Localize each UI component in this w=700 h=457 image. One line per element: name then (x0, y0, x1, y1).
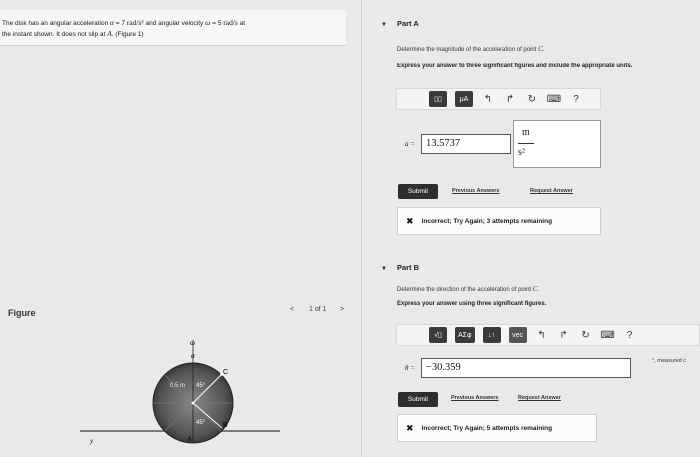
alpha-label: α (191, 352, 195, 360)
unit-fraction-bar (518, 143, 534, 144)
unit-numerator: m (522, 127, 530, 138)
problem-line-2: the instant shown. It does not slip at A. (Figure 1) (2, 29, 144, 38)
keyboard-icon[interactable]: ⌨ (546, 93, 562, 105)
y-axis-label: y (90, 437, 94, 445)
point-a-label: A (187, 435, 192, 443)
redo-icon[interactable]: ↱ (505, 93, 515, 105)
part-b-request-answer-link[interactable]: Request Answer (518, 395, 561, 401)
center-dot (192, 402, 195, 405)
part-b-previous-answers-link[interactable]: Previous Answers (451, 395, 499, 401)
problem-line-1: The disk has an angular acceleration α = 7 rad/s² and angular velocity ω = 5 rad/s at (2, 18, 246, 27)
help-icon[interactable]: ? (573, 93, 579, 105)
direction-input[interactable]: −30.359 (421, 358, 631, 378)
part-a-previous-answers-link[interactable]: Previous Answers (452, 188, 500, 194)
collapse-caret-icon[interactable]: ▼ (381, 266, 387, 272)
incorrect-icon: ✖ (406, 215, 414, 226)
part-a-instruction: Express your answer to three significant figures and include the appropriate units. (397, 63, 633, 69)
part-b-answer-row (405, 358, 631, 378)
omega-label: ω (190, 339, 195, 347)
figure-prev-button[interactable]: < (290, 306, 295, 313)
help-icon[interactable]: ? (626, 329, 633, 341)
keyboard-icon[interactable]: ⌨ (600, 329, 615, 341)
angle-45-upper: 45° (196, 383, 206, 389)
figure-page-indicator: 1 of 1 (309, 306, 327, 313)
part-b-instruction: Express your answer using three significant figures. (397, 301, 547, 307)
reset-icon[interactable]: ↻ (581, 329, 590, 341)
part-b-toolbar (396, 324, 700, 346)
part-b-feedback (397, 414, 597, 442)
redo-icon[interactable]: ↱ (559, 329, 568, 341)
unit-denominator: s² (518, 147, 525, 158)
part-a-header[interactable] (381, 19, 419, 28)
part-a-prompt: Determine the magnitude of the acceleration of point C. (397, 45, 545, 53)
problem-statement (0, 10, 346, 46)
undo-icon[interactable]: ↰ (537, 329, 546, 341)
vector-button[interactable]: vec (509, 327, 527, 343)
column-divider (361, 0, 362, 457)
collapse-caret-icon[interactable]: ▼ (381, 22, 387, 28)
greek-symbols-button[interactable]: ΑΣφ (455, 327, 475, 343)
var-theta-label: θ = (405, 364, 415, 372)
part-a-feedback-text: Incorrect; Try Again; 3 attempts remaining (421, 217, 553, 225)
part-a-submit-button[interactable]: Submit (398, 184, 438, 199)
part-a-toolbar (396, 88, 601, 110)
disk-diagram (80, 335, 320, 457)
sort-button[interactable]: ↓↑ (483, 327, 501, 343)
part-b-prompt: Determine the direction of the acceleration of point C. (397, 285, 540, 293)
reset-icon[interactable]: ↻ (527, 93, 537, 105)
part-a-answer-row (405, 134, 511, 154)
incorrect-icon: ✖ (406, 422, 414, 433)
templates-button[interactable]: ▯▯ (429, 91, 447, 107)
dimension-label: 0.5 m (170, 383, 186, 389)
part-a-request-answer-link[interactable]: Request Answer (530, 188, 573, 194)
part-a-title: Part A (396, 19, 419, 28)
var-a-label: a = (405, 140, 415, 148)
sqrt-templates-button[interactable]: √▯ (429, 327, 447, 343)
figure-next-button[interactable]: > (340, 306, 345, 313)
point-b-label: B (223, 422, 228, 429)
measured-from-label: °, measured c (652, 358, 686, 364)
part-b-title: Part B (396, 263, 420, 272)
point-c-label: C (223, 369, 229, 376)
part-a-feedback (397, 207, 601, 235)
units-input[interactable] (513, 120, 601, 168)
figure-diagram (80, 335, 320, 457)
part-b-header[interactable] (381, 263, 419, 272)
figure-header (0, 300, 360, 320)
undo-icon[interactable]: ↰ (483, 93, 493, 105)
part-b-feedback-text: Incorrect; Try Again; 5 attempts remaining (421, 424, 553, 432)
angle-45-lower: 45° (196, 420, 206, 426)
part-b-submit-button[interactable]: Submit (398, 392, 438, 407)
magnitude-input[interactable]: 13.5737 (421, 134, 511, 154)
units-button[interactable]: μA (455, 91, 473, 107)
figure-label: Figure (8, 308, 36, 318)
